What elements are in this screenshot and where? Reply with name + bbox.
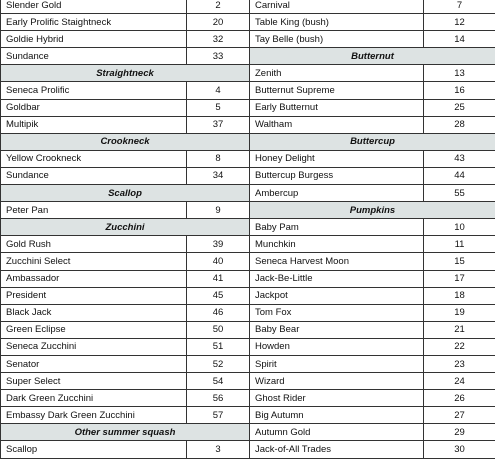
variety-name: Scallop — [1, 441, 187, 458]
variety-number: 34 — [187, 167, 250, 184]
table-row — [1, 202, 250, 219]
table-row — [1, 287, 250, 304]
variety-number: 19 — [424, 304, 495, 321]
variety-number: 11 — [424, 236, 495, 253]
variety-name: Carnival — [250, 0, 424, 14]
section-header: Buttercup — [250, 133, 495, 150]
section-header-row — [250, 133, 495, 150]
variety-name: Autumn Gold — [250, 424, 424, 441]
table-row — [250, 373, 495, 390]
variety-name: Dark Green Zucchini — [1, 390, 187, 407]
variety-name: Table King (bush) — [250, 14, 424, 31]
table-row — [1, 14, 250, 31]
section-header-row — [250, 48, 495, 65]
variety-name: Black Jack — [1, 304, 187, 321]
variety-number: 32 — [187, 31, 250, 48]
variety-name: Spirit — [250, 355, 424, 372]
variety-number: 43 — [424, 150, 495, 167]
variety-number: 15 — [424, 253, 495, 270]
table-row — [1, 116, 250, 133]
variety-number: 24 — [424, 373, 495, 390]
variety-number: 29 — [424, 424, 495, 441]
table-row — [1, 373, 250, 390]
variety-number: 16 — [424, 82, 495, 99]
section-header-row — [250, 202, 495, 219]
variety-number: 30 — [424, 441, 495, 458]
section-header-row — [1, 219, 250, 236]
table-row — [1, 355, 250, 372]
variety-number: 46 — [187, 304, 250, 321]
variety-name: Green Eclipse — [1, 321, 187, 338]
variety-name: Tay Belle (bush) — [250, 31, 424, 48]
table-row — [250, 99, 495, 116]
variety-number: 8 — [187, 150, 250, 167]
table-row — [1, 31, 250, 48]
table-row — [1, 0, 250, 14]
variety-name: Honey Delight — [250, 150, 424, 167]
variety-number: 7 — [424, 0, 495, 14]
table-row — [250, 82, 495, 99]
variety-name: Jack-of-All Trades — [250, 441, 424, 458]
variety-name: Early Prolific Staightneck — [1, 14, 187, 31]
variety-number: 54 — [187, 373, 250, 390]
variety-number: 14 — [424, 31, 495, 48]
table-row — [250, 304, 495, 321]
right-variety-table — [249, 0, 495, 459]
variety-number: 33 — [187, 48, 250, 65]
table-row — [250, 407, 495, 424]
table-row — [250, 338, 495, 355]
section-header: Straightneck — [1, 65, 250, 82]
variety-name: Zenith — [250, 65, 424, 82]
table-row — [1, 407, 250, 424]
variety-name: Jackpot — [250, 287, 424, 304]
variety-number: 18 — [424, 287, 495, 304]
variety-number: 51 — [187, 338, 250, 355]
variety-number: 44 — [424, 167, 495, 184]
variety-name: Howden — [250, 338, 424, 355]
variety-name: Buttercup Burgess — [250, 167, 424, 184]
section-header: Crookneck — [1, 133, 250, 150]
variety-name: Jack-Be-Little — [250, 270, 424, 287]
table-row — [1, 99, 250, 116]
variety-name: Embassy Dark Green Zucchini — [1, 407, 187, 424]
variety-number: 9 — [187, 202, 250, 219]
variety-number: 55 — [424, 185, 495, 202]
table-row — [250, 355, 495, 372]
table-row — [250, 270, 495, 287]
table-row — [1, 82, 250, 99]
variety-name: Peter Pan — [1, 202, 187, 219]
table-row — [250, 31, 495, 48]
variety-name: Seneca Zucchini — [1, 338, 187, 355]
section-header-row — [1, 65, 250, 82]
variety-name: Early Butternut — [250, 99, 424, 116]
table-row — [250, 150, 495, 167]
variety-number: 20 — [187, 14, 250, 31]
variety-number: 12 — [424, 14, 495, 31]
table-row — [1, 390, 250, 407]
variety-number: 23 — [424, 355, 495, 372]
table-row — [250, 390, 495, 407]
variety-name: Munchkin — [250, 236, 424, 253]
table-row — [250, 424, 495, 441]
variety-name: Goldie Hybrid — [1, 31, 187, 48]
variety-number: 28 — [424, 116, 495, 133]
variety-number: 50 — [187, 321, 250, 338]
variety-name: Wizard — [250, 373, 424, 390]
variety-name: Senator — [1, 355, 187, 372]
variety-number: 37 — [187, 116, 250, 133]
variety-number: 26 — [424, 390, 495, 407]
variety-name: Tom Fox — [250, 304, 424, 321]
variety-number: 2 — [187, 0, 250, 14]
table-row — [250, 219, 495, 236]
section-header-row — [1, 424, 250, 441]
table-row — [250, 441, 495, 458]
variety-name: Gold Rush — [1, 236, 187, 253]
variety-number: 57 — [187, 407, 250, 424]
table-row — [1, 48, 250, 65]
section-header-row — [1, 185, 250, 202]
section-header: Pumpkins — [250, 202, 495, 219]
variety-number: 39 — [187, 236, 250, 253]
variety-number: 4 — [187, 82, 250, 99]
variety-name: Baby Pam — [250, 219, 424, 236]
variety-name: Butternut Supreme — [250, 82, 424, 99]
variety-number: 52 — [187, 355, 250, 372]
table-row — [250, 167, 495, 184]
section-header: Scallop — [1, 185, 250, 202]
variety-number: 27 — [424, 407, 495, 424]
variety-name: Ghost Rider — [250, 390, 424, 407]
table-row — [250, 185, 495, 202]
variety-name: Slender Gold — [1, 0, 187, 14]
table-row — [1, 304, 250, 321]
variety-name: Baby Bear — [250, 321, 424, 338]
table-row — [1, 150, 250, 167]
section-header: Zucchini — [1, 219, 250, 236]
variety-name: President — [1, 287, 187, 304]
variety-number: 45 — [187, 287, 250, 304]
variety-number: 5 — [187, 99, 250, 116]
table-row — [250, 236, 495, 253]
variety-name: Goldbar — [1, 99, 187, 116]
variety-name: Ambassador — [1, 270, 187, 287]
variety-name: Seneca Harvest Moon — [250, 253, 424, 270]
variety-name: Sundance — [1, 48, 187, 65]
table-row — [1, 338, 250, 355]
table-row — [1, 441, 250, 458]
variety-name: Multipik — [1, 116, 187, 133]
variety-name: Sundance — [1, 167, 187, 184]
table-row — [250, 321, 495, 338]
variety-name: Ambercup — [250, 185, 424, 202]
table-row — [250, 287, 495, 304]
variety-number: 17 — [424, 270, 495, 287]
variety-number: 41 — [187, 270, 250, 287]
section-header-row — [1, 133, 250, 150]
table-row — [1, 236, 250, 253]
variety-name: Big Autumn — [250, 407, 424, 424]
variety-number: 25 — [424, 99, 495, 116]
variety-number: 40 — [187, 253, 250, 270]
table-row — [1, 253, 250, 270]
table-row — [250, 0, 495, 14]
table-row — [250, 116, 495, 133]
variety-name: Seneca Prolific — [1, 82, 187, 99]
table-row — [1, 167, 250, 184]
section-header: Other summer squash — [1, 424, 250, 441]
variety-name: Super Select — [1, 373, 187, 390]
table-row — [1, 321, 250, 338]
variety-number: 22 — [424, 338, 495, 355]
table-row — [250, 14, 495, 31]
table-row — [1, 270, 250, 287]
variety-number: 10 — [424, 219, 495, 236]
section-header: Butternut — [250, 48, 495, 65]
table-row — [250, 253, 495, 270]
variety-number: 56 — [187, 390, 250, 407]
variety-number: 3 — [187, 441, 250, 458]
variety-name: Zucchini Select — [1, 253, 187, 270]
variety-name: Yellow Crookneck — [1, 150, 187, 167]
variety-name: Waltham — [250, 116, 424, 133]
table-row — [250, 65, 495, 82]
variety-number: 21 — [424, 321, 495, 338]
variety-number: 13 — [424, 65, 495, 82]
